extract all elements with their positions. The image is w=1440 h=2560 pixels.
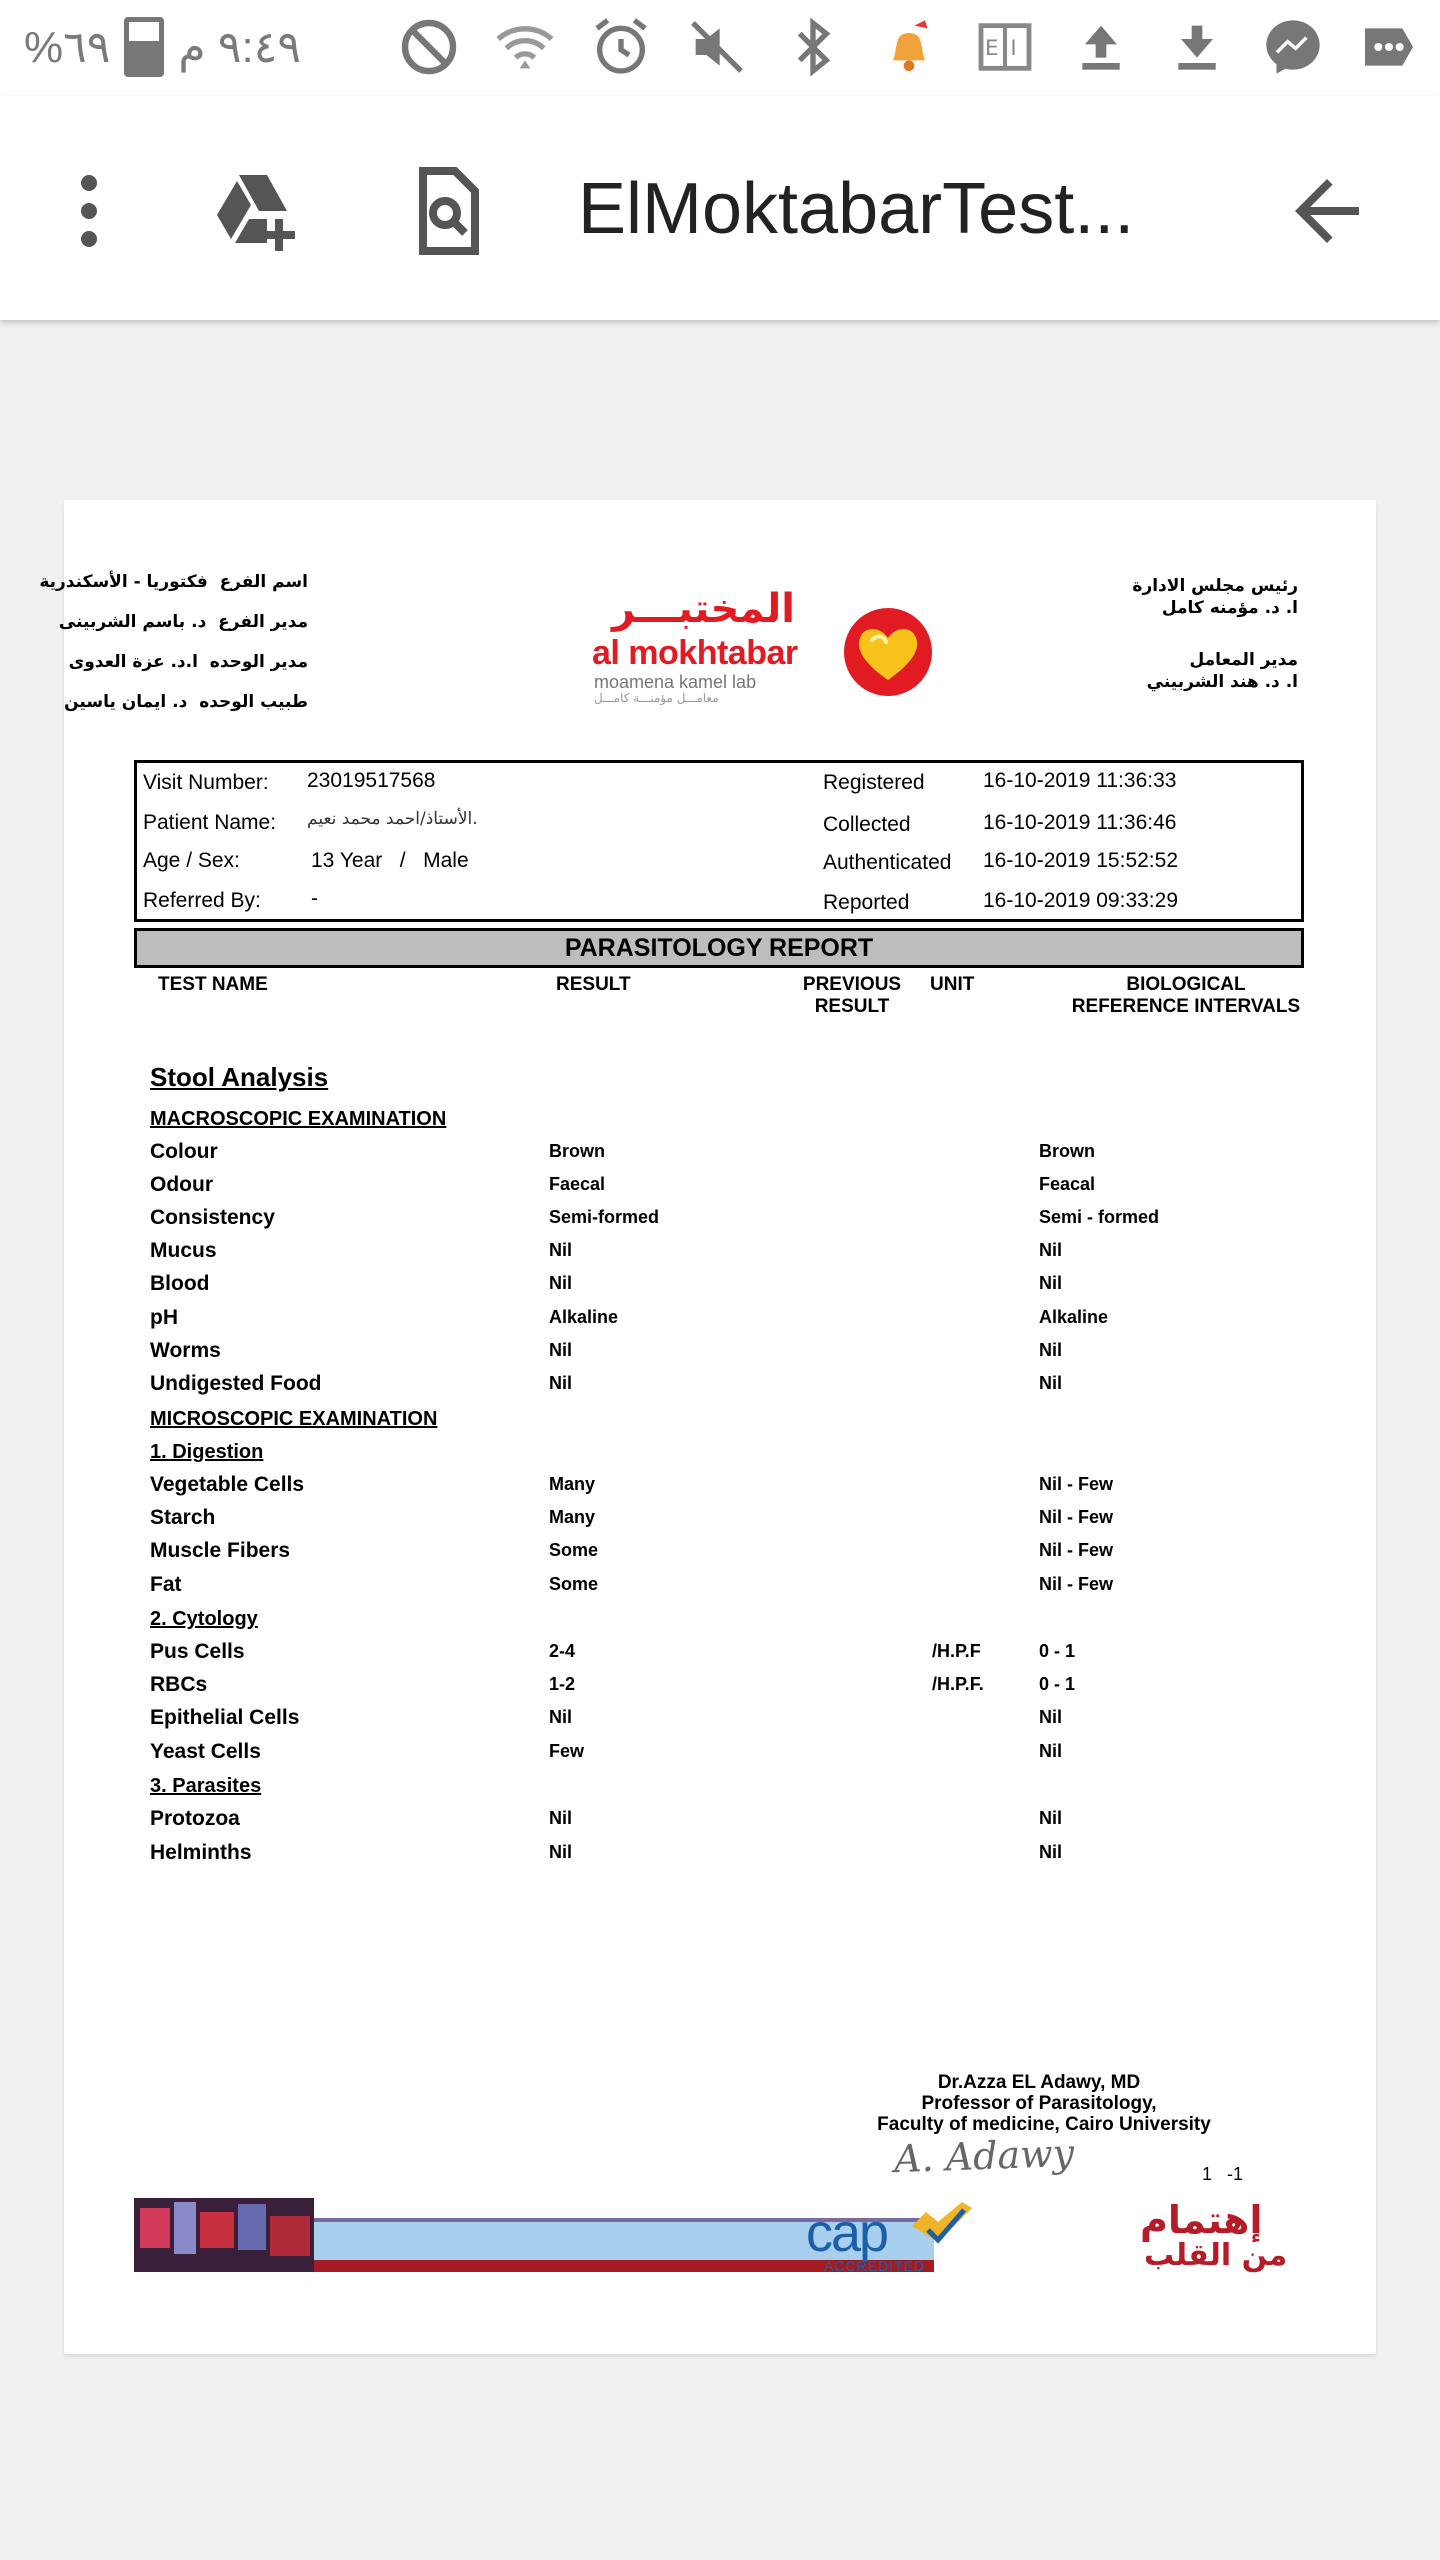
test-reference: 0 - 1	[1039, 1641, 1076, 1661]
test-result: 2-4	[549, 1641, 576, 1661]
referred-by: -	[311, 887, 318, 910]
referred-by-label: Referred By:	[143, 889, 261, 912]
wifi-icon	[488, 12, 562, 82]
svg-text:I: I	[1010, 36, 1017, 61]
more-vert-icon	[41, 163, 137, 259]
test-reference: Nil	[1039, 1240, 1063, 1260]
doctor-affiliation: Faculty of medicine, Cairo University	[877, 2114, 1211, 2135]
logo-subtitle-ar: معامـــل مؤمنـــة كامـــل	[594, 691, 719, 705]
slogan-line-1: إهتمام	[1140, 2198, 1263, 2242]
collected-date: 16-10-2019 11:36:46	[983, 811, 1177, 834]
messenger-icon	[1256, 12, 1330, 82]
test-result: Nil	[549, 1340, 573, 1360]
labs-director-title: مدير المعامل	[1189, 650, 1298, 670]
branch-manager-line: مدير الفرع د. باسم الشربينى	[58, 612, 308, 632]
test-result: Some	[549, 1540, 599, 1560]
reported-label: Reported	[823, 891, 910, 914]
find-in-document-button[interactable]	[392, 156, 502, 266]
test-result: Nil	[549, 1273, 573, 1293]
col-result: RESULT	[556, 974, 631, 995]
test-name: Worms	[150, 1339, 221, 1362]
test-result: Alkaline	[549, 1307, 619, 1327]
battery-level: ٦٩%	[24, 22, 111, 72]
add-to-drive-button[interactable]	[200, 156, 310, 266]
find-in-page-icon	[399, 163, 495, 259]
document-title: ElMoktabarTest...	[578, 169, 1135, 249]
status-bar	[0, 0, 1440, 96]
upload-icon	[1064, 12, 1138, 82]
download-icon	[1160, 12, 1234, 82]
registered-label: Registered	[823, 771, 925, 794]
clock: ٩:٤٩ م	[178, 22, 301, 72]
test-result: Many	[549, 1474, 596, 1494]
unit-doctor-line: طبيب الوحده د. ايمان ياسين	[64, 692, 308, 712]
col-test-name: TEST NAME	[158, 974, 268, 995]
accredited-text: ACCREDITED	[824, 2258, 926, 2274]
test-result: Many	[549, 1507, 596, 1527]
age-sex-value: 13 Year / Male	[311, 849, 469, 872]
pdf-page	[39, 500, 1376, 2354]
logo-english: al mokhtabar	[592, 634, 798, 672]
branch-line: اسم الفرع فكتوريا - الأسكندرية	[39, 572, 308, 592]
test-result: Semi-formed	[549, 1207, 660, 1227]
reported-date: 16-10-2019 09:33:29	[983, 889, 1178, 912]
authenticated-label: Authenticated	[823, 851, 952, 874]
test-name: Mucus	[150, 1239, 217, 1262]
test-reference: Nil	[1039, 1741, 1063, 1761]
test-name: Starch	[150, 1506, 216, 1529]
report-title: PARASITOLOGY REPORT	[134, 928, 1304, 968]
test-name: Epithelial Cells	[150, 1706, 300, 1729]
registered-date: 16-10-2019 11:36:33	[983, 769, 1177, 792]
logo-subtitle-en: moamena kamel lab	[594, 672, 757, 692]
test-reference: Nil - Few	[1039, 1574, 1114, 1594]
digestion-header: 1. Digestion	[150, 1441, 264, 1463]
mute-icon	[680, 12, 754, 82]
battery-icon	[124, 17, 164, 77]
heart-logo-icon	[842, 606, 934, 698]
do-not-disturb-icon	[392, 12, 466, 82]
test-result: Nil	[549, 1240, 573, 1260]
test-reference: Feacal	[1039, 1174, 1096, 1194]
test-reference: Semi - formed	[1039, 1207, 1160, 1227]
test-reference: Nil	[1039, 1373, 1063, 1393]
test-name: Helminths	[150, 1841, 252, 1864]
test-result: Some	[549, 1574, 599, 1594]
test-reference: 0 - 1	[1039, 1674, 1076, 1694]
test-reference: Nil	[1039, 1340, 1063, 1360]
reader-icon	[968, 12, 1042, 82]
bell-notification-icon	[872, 12, 946, 82]
visit-number-label: Visit Number:	[143, 771, 269, 794]
status-left	[24, 12, 301, 82]
test-result: Nil	[549, 1373, 573, 1393]
test-name: pH	[150, 1306, 178, 1329]
patient-info-box	[134, 760, 1304, 922]
test-reference: Nil	[1039, 1707, 1063, 1727]
test-result: Brown	[549, 1141, 605, 1161]
test-name: Muscle Fibers	[150, 1539, 291, 1562]
test-result: Faecal	[549, 1174, 606, 1194]
alarm-icon	[584, 12, 658, 82]
cap-check-icon	[910, 2200, 974, 2250]
test-name: Pus Cells	[150, 1640, 245, 1663]
age-sex-label: Age / Sex:	[143, 849, 240, 872]
test-result: Nil	[549, 1808, 573, 1828]
col-reference-intervals: BIOLOGICAL REFERENCE INTERVALS	[1071, 974, 1301, 1017]
patient-name-label: Patient Name:	[143, 811, 277, 834]
patient-name: الأستاذ/احمد محمد نعيم.	[307, 809, 478, 829]
test-name: Blood	[150, 1272, 210, 1295]
macroscopic-header: MACROSCOPIC EXAMINATION	[150, 1108, 447, 1130]
page-number: 1 -1	[1202, 2164, 1244, 2184]
authenticated-date: 16-10-2019 15:52:52	[983, 849, 1178, 872]
drive-add-icon	[207, 163, 303, 259]
labs-director-name: ا. د. هند الشربيني	[1146, 672, 1298, 692]
collected-label: Collected	[823, 813, 911, 836]
unit-manager-line: مدير الوحده ا.د. عزة العدوى	[68, 652, 308, 672]
test-reference: Nil	[1039, 1808, 1063, 1828]
back-button[interactable]	[1272, 156, 1382, 266]
col-previous-result: PREVIOUS RESULT	[802, 974, 902, 1017]
test-reference: Brown	[1039, 1141, 1095, 1161]
test-reference: Nil - Few	[1039, 1474, 1114, 1494]
board-chairman-title: رئيس مجلس الادارة	[1132, 576, 1298, 596]
more-notifications-icon	[1352, 12, 1426, 82]
test-reference: Nil - Few	[1039, 1507, 1114, 1527]
test-name: Protozoa	[150, 1807, 240, 1830]
test-unit: /H.P.F.	[932, 1674, 984, 1694]
bluetooth-icon	[776, 12, 850, 82]
footer-banner-image	[134, 2198, 1304, 2276]
microscopic-header: MICROSCOPIC EXAMINATION	[150, 1408, 438, 1430]
cap-logo-text: cap	[806, 2203, 888, 2263]
col-unit: UNIT	[930, 974, 975, 995]
test-unit: /H.P.F	[932, 1641, 981, 1661]
test-reference: Nil	[1039, 1842, 1063, 1862]
test-reference: Alkaline	[1039, 1307, 1109, 1327]
parasites-header: 3. Parasites	[150, 1775, 262, 1797]
test-result: Nil	[549, 1707, 573, 1727]
status-icons	[392, 12, 1426, 82]
test-result: 1-2	[549, 1674, 576, 1694]
arrow-back-icon	[1279, 163, 1375, 259]
lab-logo	[584, 586, 944, 706]
test-name: Undigested Food	[150, 1372, 322, 1395]
test-name: RBCs	[150, 1673, 208, 1696]
test-result: Few	[549, 1741, 585, 1761]
app-bar	[0, 96, 1440, 320]
test-name: Vegetable Cells	[150, 1473, 305, 1496]
more-options-button[interactable]	[34, 156, 144, 266]
test-result: Nil	[549, 1842, 573, 1862]
stool-analysis-title: Stool Analysis	[150, 1062, 329, 1092]
test-name: Consistency	[150, 1206, 275, 1229]
handwritten-signature: A. Adawy	[893, 2130, 1075, 2182]
test-reference: Nil	[1039, 1273, 1063, 1293]
visit-number: 23019517568	[307, 769, 436, 792]
test-name: Yeast Cells	[150, 1740, 261, 1763]
board-chairman-name: ا. د. مؤمنه كامل	[1161, 598, 1298, 618]
test-name: Colour	[150, 1140, 218, 1163]
footer-strip	[134, 2198, 1304, 2276]
doctor-title: Professor of Parasitology,	[921, 2093, 1157, 2114]
test-reference: Nil - Few	[1039, 1540, 1114, 1560]
test-name: Odour	[150, 1173, 213, 1196]
slogan-line-2: من القلب	[1144, 2238, 1288, 2273]
logo-arabic: المختبـــر	[612, 586, 795, 632]
test-name: Fat	[150, 1573, 182, 1596]
doctor-name: Dr.Azza EL Adawy, MD	[937, 2072, 1141, 2093]
cytology-header: 2. Cytology	[150, 1608, 258, 1630]
svg-text:E: E	[985, 36, 999, 61]
